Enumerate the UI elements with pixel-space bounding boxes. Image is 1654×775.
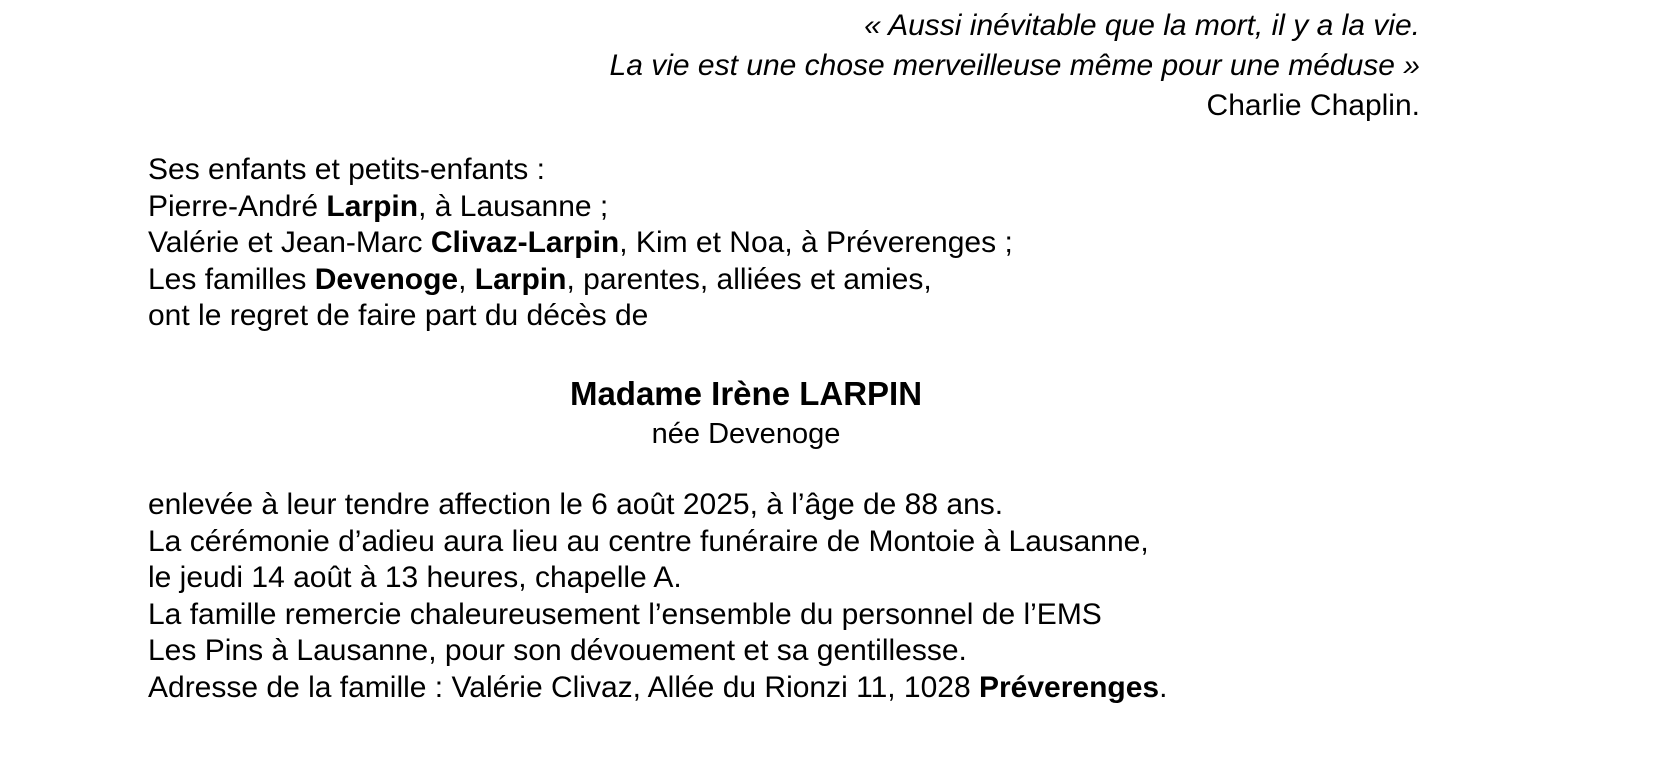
- quote-attribution: Charlie Chaplin.: [1206, 89, 1420, 122]
- intro-line-announcement: ont le regret de faire part du décès de: [148, 299, 649, 332]
- quote-line-1: « Aussi inévitable que la mort, il y a la vie.: [864, 9, 1420, 42]
- intro-line-children: Ses enfants et petits-enfants :: [148, 153, 545, 186]
- details-line-ceremony-time: le jeudi 14 août à 13 heures, chapelle A.: [148, 561, 682, 594]
- intro-line-son: [148, 189, 1013, 226]
- family-name-devenoge: Devenoge: [314, 262, 459, 296]
- details-line-ceremony-place: La cérémonie d’adieu aura lieu au centre funéraire de Montoie à Lausanne,: [148, 524, 1149, 558]
- address-prefix: Adresse de la famille : Valérie Clivaz, Allée du Rionzi 11, 1028: [148, 670, 979, 704]
- address-suffix: .: [1159, 670, 1168, 704]
- families-suffix: , parentes, alliées et amies,: [566, 262, 932, 296]
- families-prefix: Les familles: [148, 262, 315, 296]
- details-line-thanks-1: La famille remercie chaleureusement l’ensemble du personnel de l’EMS: [148, 597, 1102, 631]
- funeral-details-block: [148, 487, 1167, 706]
- daughter-location: , Kim et Noa, à Préverenges ;: [619, 226, 1013, 259]
- deceased-full-name: Madame Irène LARPIN: [569, 375, 923, 412]
- son-first-name: Pierre-André: [148, 189, 327, 223]
- son-last-name: Larpin: [326, 189, 419, 223]
- daughter-first-names: Valérie et Jean-Marc: [148, 226, 431, 259]
- details-line-address: [148, 670, 1167, 707]
- quotation-block: [0, 6, 1420, 126]
- address-city: Préverenges: [979, 670, 1160, 704]
- son-location: , à Lausanne ;: [418, 189, 609, 223]
- quote-line-2: La vie est une chose merveilleuse même pour une méduse »: [609, 49, 1420, 82]
- intro-line-daughter: [148, 225, 1013, 262]
- daughter-last-name: Clivaz-Larpin: [430, 226, 620, 259]
- deceased-name-block: [0, 373, 1492, 453]
- deceased-maiden-name: née Devenoge: [651, 418, 841, 450]
- details-line-thanks-2: Les Pins à Lausanne, pour son dévouement et sa gentillesse.: [148, 634, 967, 667]
- family-name-larpin: Larpin: [474, 262, 567, 296]
- families-separator: ,: [458, 262, 475, 296]
- details-line-death: enlevée à leur tendre affection le 6 août 2025, à l’âge de 88 ans.: [148, 488, 1004, 521]
- family-intro-block: [148, 152, 1013, 335]
- intro-line-families: [148, 262, 1013, 299]
